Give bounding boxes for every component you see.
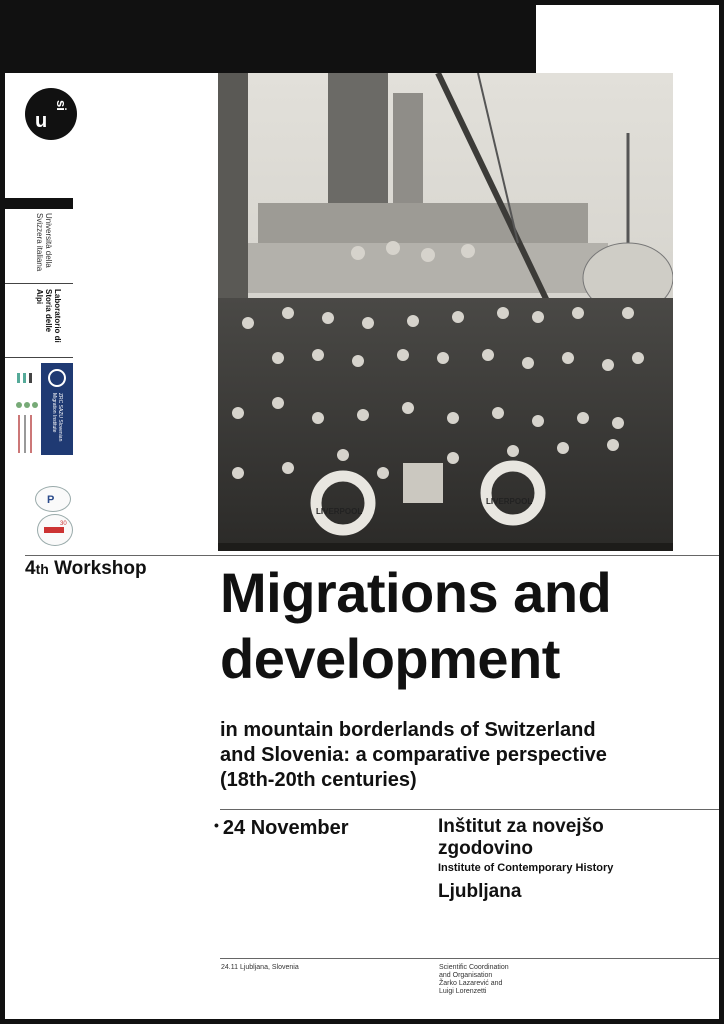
event-date bbox=[214, 817, 349, 840]
title-line-2: development bbox=[220, 627, 560, 690]
footer-line-3: Žarko Lazarević and bbox=[439, 980, 503, 987]
sidebar-divider-1 bbox=[5, 198, 73, 209]
venue-si-line-1: Inštitut za novejšo bbox=[438, 816, 604, 837]
sidebar-divider-2 bbox=[5, 283, 73, 284]
subtitle-line-3: (18th-20th centuries) bbox=[220, 769, 417, 791]
venue-english: Institute of Contemporary History bbox=[438, 862, 614, 874]
subtitle-line-1: in mountain borderlands of Switzerland bbox=[220, 719, 596, 741]
top-black-bar bbox=[5, 5, 536, 73]
workshop-ordinal: 4 bbox=[25, 558, 36, 579]
institute-logo bbox=[35, 486, 71, 512]
divider-date bbox=[220, 809, 719, 810]
zrc-emblem-icon bbox=[48, 369, 66, 387]
venue-si-line-2: zgodovino bbox=[438, 838, 533, 859]
poster-subtitle bbox=[220, 718, 607, 793]
workshop-word: Workshop bbox=[54, 558, 147, 579]
footer-location: 24.11 Ljubljana, Slovenia bbox=[221, 964, 299, 971]
workshop-suffix: th bbox=[35, 561, 49, 577]
workshop-label bbox=[25, 558, 147, 580]
divider-title bbox=[25, 555, 719, 556]
divider-footer bbox=[220, 958, 719, 959]
event-venue bbox=[438, 816, 613, 903]
sidebar-divider-3 bbox=[5, 357, 73, 358]
historic-photo bbox=[218, 73, 673, 551]
footer-line-1: Scientific Coordination bbox=[439, 964, 509, 971]
anniversary-logo bbox=[37, 514, 73, 546]
date-text: 24 November bbox=[222, 817, 349, 839]
life-ring-label-1: LIVERPOOL bbox=[316, 507, 363, 516]
zrc-sazu-logo bbox=[41, 363, 73, 455]
poster-title bbox=[220, 560, 611, 692]
usi-logo bbox=[25, 88, 77, 140]
partner-logo-strip bbox=[15, 365, 39, 457]
university-name: Università della Svizzera italiana bbox=[35, 213, 53, 272]
logo-si: si bbox=[54, 100, 69, 111]
logo-u: u bbox=[35, 110, 48, 132]
venue-city: Ljubljana bbox=[438, 881, 522, 902]
footer-line-2: and Organisation bbox=[439, 972, 493, 979]
footer-line-4: Luigi Lorenzetti bbox=[439, 988, 487, 995]
lab-name: Laboratorio di Storia delle Alpi bbox=[35, 289, 62, 343]
svg-text:30: 30 bbox=[60, 521, 67, 527]
subtitle-line-2: and Slovenia: a comparative perspective bbox=[220, 744, 607, 766]
footer-coordination bbox=[439, 964, 509, 996]
zrc-logo-text: ZRC SAZU Slovenian Migration Institute bbox=[51, 393, 63, 442]
bullet-icon: • bbox=[214, 817, 219, 833]
title-line-1: Migrations and bbox=[220, 561, 612, 624]
life-ring-label-2: LIVERPOOL bbox=[486, 497, 533, 506]
svg-text:P: P bbox=[47, 494, 55, 506]
